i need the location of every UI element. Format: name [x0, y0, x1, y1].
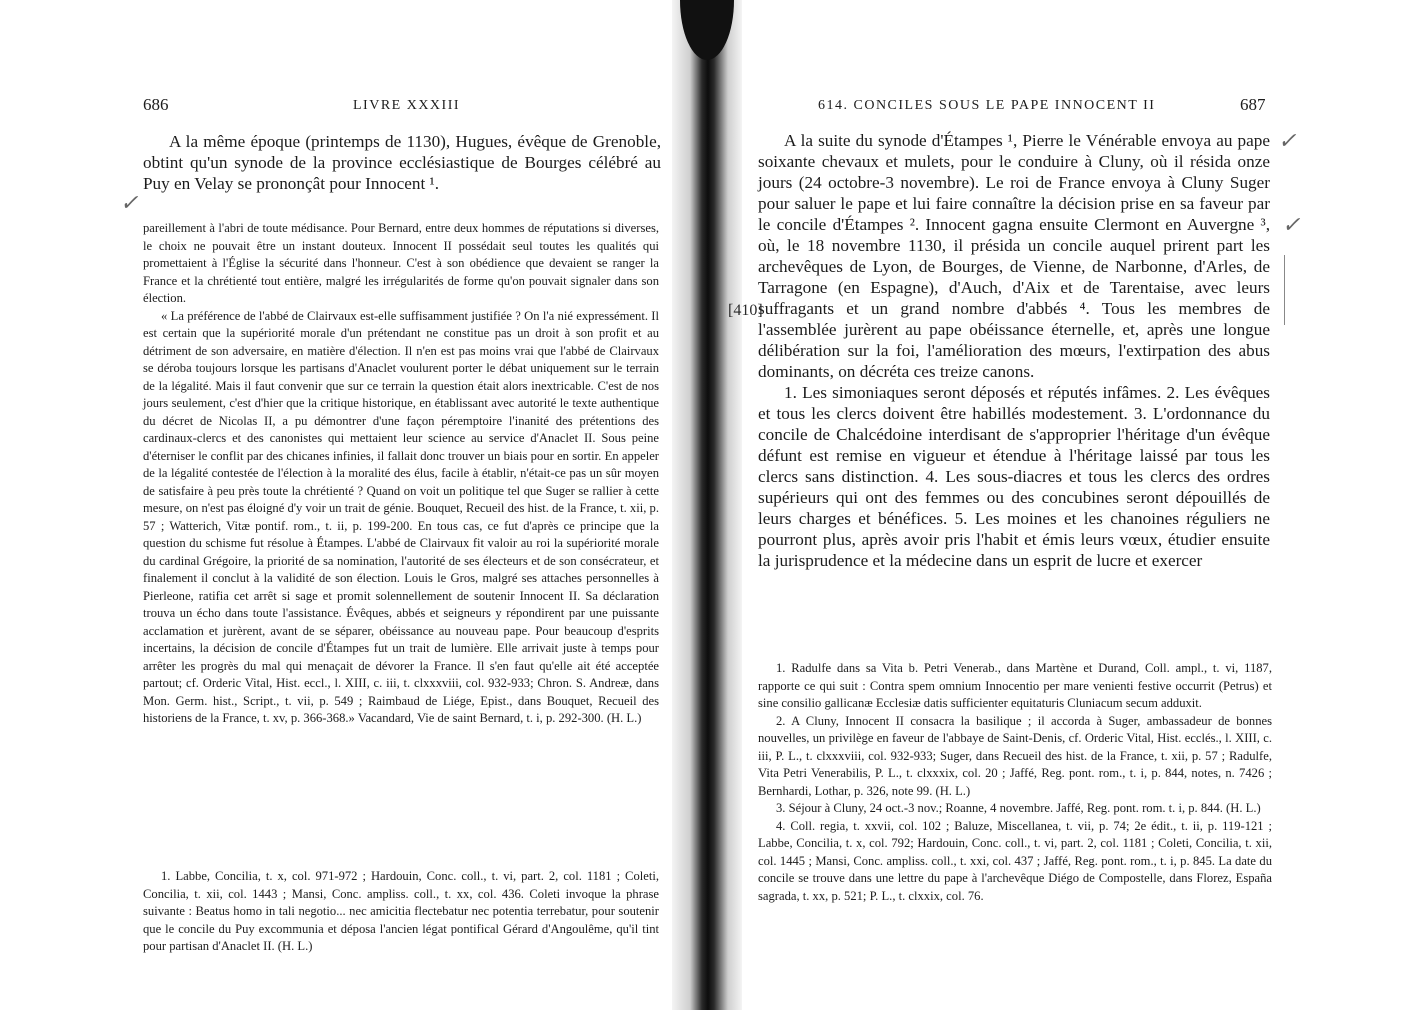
- margin-bracket-line: [1284, 255, 1285, 325]
- right-page: [726, 0, 1404, 1010]
- right-footnote-3: 3. Séjour à Cluny, 24 oct.-3 nov.; Roanne, 4 novembre. Jaffé, Reg. pont. rom. t. i, p. 844. (H. L.): [776, 801, 1261, 815]
- left-main-paragraph: A la même époque (printemps de 1130), Hugues, évêque de Grenoble, obtint qu'un synode de la province ecclésiastique de Bourges célébré au Puy en Velay se prononçât pour Innocent ¹.: [143, 132, 661, 193]
- margin-check-mark: ✓: [120, 190, 139, 215]
- left-page: [0, 0, 690, 1010]
- right-footnotes: [758, 660, 1272, 905]
- left-page-number: 686: [143, 95, 169, 114]
- left-footnotes: [143, 868, 659, 956]
- left-running-head: LIVRE XXXIII: [353, 98, 461, 113]
- left-footnote-1: 1. Labbe, Concilia, t. x, col. 971-972 ; Hardouin, Conc. coll., t. vi, part. 2, col. 1181 ; Coleti, Concilia, t. xii, col. 1443 ; Mansi, Conc. ampliss. coll., t. xx, col. 436. Coleti invoque la phrase suivante : Beatus homo in tali negotio... nec amicitia flectebatur nec potentia terrebatur, pour soutenir que le concile du Puy excommunia et déposa l'ancien légat pontifical Gérard d'Angoulême, qu'il tint pour partisan d'Anaclet II. (H. L.): [143, 869, 659, 953]
- margin-page-reference: [410]: [728, 302, 763, 319]
- right-page-number: 687: [1240, 95, 1266, 114]
- right-footnote-2: 2. A Cluny, Innocent II consacra la basilique ; il accorda à Suger, ambassadeur de bonnes nouvelles, un privilège en faveur de l'abbaye de Saint-Denis, cf. Orderic Vital, Hist. ecclés., l. XIII, c. iii, P. L., t. clxxxviii, col. 932-933; Suger, dans Recueil des hist. de la France, t. xii, p. 57 ; Radulfe, Vita Petri Venerabilis, P. L., t. clxxxix, col. 20 ; Jaffé, Reg. pont. rom., t. i, p. 844, notes, n. 7426 ; Bernhardi, Lothar, p. 326, note 99. (H. L.): [758, 713, 1272, 798]
- right-paragraph-1: A la suite du synode d'Étampes ¹, Pierre le Vénérable envoya au pape soixante chevaux et mulets, pour le conduire à Cluny, où il résida onze jours (24 octobre-3 novembre). Le roi de France envoya à Cluny Suger pour saluer le pape et lui faire connaître la décision prise en sa faveur par le concile d'Étampes ². Innocent gagna ensuite Clermont en Auvergne ³, où, le 18 novembre 1130, il présida un concile auquel prirent part les archevêques de Lyon, de Bourges, de Vienne, de Narbonne, d'Arles, de Tarragone (en Espagne), d'Auch, d'Aix et de Tarentaise, avec leurs suffragants et un grand nombre d'abbés ⁴. Tous les membres de l'assemblée jurèrent au pape obéissance éternelle, et, après une longue délibération sur la foi, l'amélioration des mœurs, l'extirpation des abus dominants, on décréta ces treize canons.: [758, 131, 1270, 381]
- left-note-paragraph-1: pareillement à l'abri de toute médisance. Pour Bernard, entre deux hommes de réputations si diverses, le choix ne pouvait être un instant douteux. Innocent II possédait seul toutes les qualités qui promettaient à l'Église la sécurité dans l'honneur. C'est à son obédience que devaient se ranger la France et la chrétienté tout entière, malgré les irrégularités de forme qu'on pouvait signaler dans son élection.: [143, 221, 659, 305]
- right-footnote-4: 4. Coll. regia, t. xxvii, col. 102 ; Baluze, Miscellanea, t. vii, p. 74; 2e édit., t. ii, p. 119-121 ; Labbe, Concilia, t. x, col. 792; Hardouin, Conc. coll., t. vi, part. 2, col. 1181 ; Coleti, Concilia, t. xii, col. 1445 ; Mansi, Conc. ampliss. coll., t. xxi, col. 437 ; Jaffé, Reg. pont. rom., t. i, p. 845. La date du concile se trouve dans une lettre du pape à l'archevêque Diégo de Compostelle, dans Florez, España sagrada, t. xx, p. 521; P. L., t. clxxix, col. 76.: [758, 818, 1272, 903]
- right-main-text: [758, 130, 1270, 571]
- margin-check-mark: ✓: [1278, 128, 1297, 153]
- left-main-text: [143, 131, 661, 194]
- right-footnote-1: 1. Radulfe dans sa Vita b. Petri Venerab., dans Martène et Durand, Coll. ampl., t. vi, 1187, rapporte ce qui suit : Contra spem omnium Innocentio per mare venienti festive occurrit (Petrus) et sine consilio gallicanæ Ecclesiæ datis sufficienter equitaturis Cluniacum secum adduxit.: [758, 661, 1272, 710]
- left-note-text: [143, 220, 659, 728]
- margin-check-mark: ✓: [1282, 212, 1301, 237]
- right-paragraph-2: 1. Les simoniaques seront déposés et réputés infâmes. 2. Les évêques et tous les clercs doivent être habillés modestement. 3. L'ordonnance du concile de Chalcédoine interdisant de s'approprier l'héritage d'un évêque défunt est remise en vigueur et étendue à l'héritage laissé par tous les clercs sans distinction. 4. Les sous-diacres et tous les clercs des ordres supérieurs qui ont des femmes ou des concubines seront dépouillés de leurs charges et bénéfices. 5. Les moines et les chanoines réguliers ne pourront plus, après avoir pris l'habit et émis leurs vœux, étudier ensuite la jurisprudence et la médecine dans un esprit de lucre et exercer: [758, 383, 1270, 570]
- right-running-head: 614. CONCILES SOUS LE PAPE INNOCENT II: [818, 98, 1156, 113]
- left-note-paragraph-2: « La préférence de l'abbé de Clairvaux est-elle suffisamment justifiée ? On l'a nié expressément. Il est certain que la supériorité morale d'un prétendant ne constitue pas un droit à son profit et au détriment de son adversaire, en matière d'élection. Il n'en est pas moins vrai que l'abbé de Clairvaux se déroba toujours lorsque les partisans d'Anaclet voulurent porter le débat uniquement sur le terrain de la légalité. Mais il faut convenir que sur ce terrain la question était alors inextricable. C'est de nos jours seulement, c'est d'hier que la critique historique, en établissant avec autorité le texte authentique du décret de Nicolas II, a pu démontrer d'une façon péremptoire l'inanité des prétentions des cardinaux-clercs et des canonistes qui mettaient leur science au service d'Anaclet II. Sous peine d'éterniser le conflit par des chicanes infinies, il fallait donc trouver un biais pour en sortir. En appeler de la légalité contestée de l'élection à la moralité des élus, facile à établir, n'était-ce pas un sûr moyen de satisfaire à peu près toute la chrétienté ? Quand on voit un politique tel que Suger se rallier à cette mesure, on n'est pas éloigné d'y voir un trait de génie. Bouquet, Recueil des hist. de la France, t. xii, p. 57 ; Watterich, Vitæ pontif. rom., t. ii, p. 199-200. En tous cas, ce fut d'après ce principe que la question du schisme fut résolue à Étampes. L'abbé de Clairvaux fit valoir au roi la supériorité morale du cardinal Grégoire, la priorité de sa nomination, l'autorité de ses électeurs et de son consécrateur, et finalement il conclut à la validité de son élection. Louis le Gros, malgré ses attaches personnelles à Pierleone, ratifia cet arrêt si sage et promit solennellement de soutenir Innocent II. Sa déclaration trouva un écho dans toute l'assistance. Évêques, abbés et seigneurs y répondirent par une puissante acclamation et jurèrent, avant de se séparer, obéissance au nouveau pape. Pour beaucoup d'esprits incertains, la décision de concile d'Étampes fut un trait de lumière. Elle arrivait juste à temps pour arrêter les progrès du mal qui menaçait de dévorer la France. Il s'en faut qu'elle ait été acceptée partout; cf. Orderic Vital, Hist. eccl., l. XIII, c. iii, t. clxxxviii, col. 932-933; Chron. S. Andreæ, dans Mon. Germ. hist., Script., t. vii, p. 549 ; Raimbaud de Liége, Epist., dans Bouquet, Recueil des historiens de la France, t. xv, p. 366-368.» Vacandard, Vie de saint Bernard, t. i, p. 292-300. (H. L.): [143, 308, 659, 725]
